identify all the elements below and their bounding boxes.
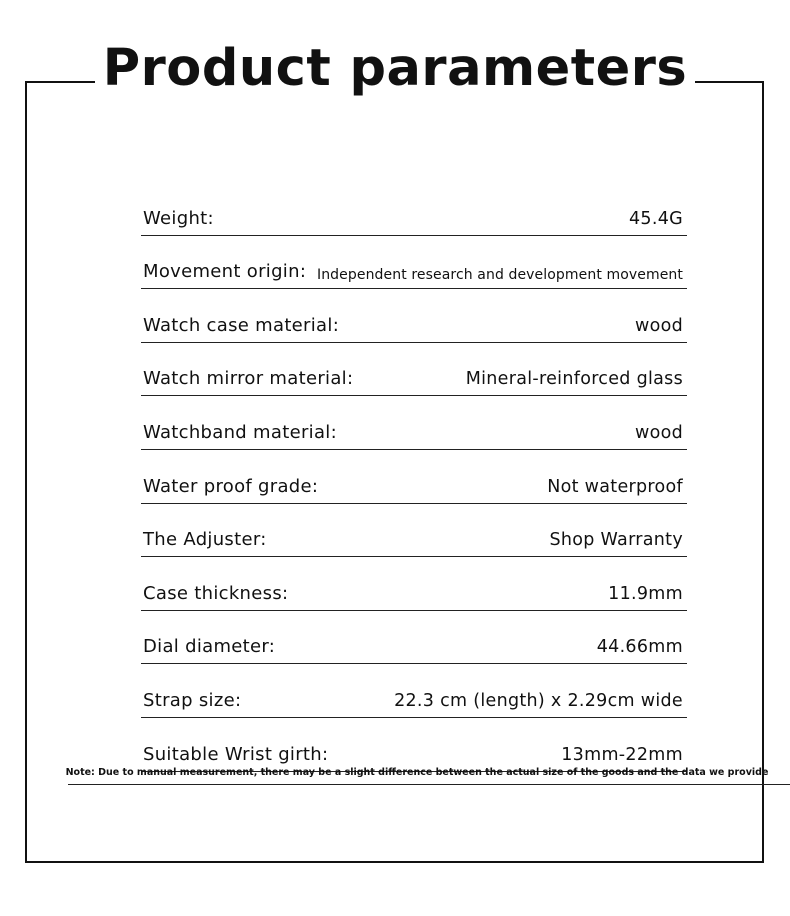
param-label: The Adjuster: xyxy=(143,529,267,551)
param-row-watchband-material xyxy=(141,396,687,450)
param-row-weight xyxy=(141,182,687,236)
title-wrap xyxy=(0,38,790,100)
param-value: 11.9mm xyxy=(608,583,683,604)
param-row-movement-origin xyxy=(141,236,687,290)
param-row-case-material xyxy=(141,289,687,343)
param-value: 44.66mm xyxy=(596,637,683,658)
param-label: Watch case material: xyxy=(143,314,340,336)
param-row-strap-size xyxy=(141,664,687,718)
param-label: Dial diameter: xyxy=(143,636,276,658)
param-label: Watchband material: xyxy=(143,421,337,443)
param-label: Watch mirror material: xyxy=(143,368,354,390)
param-label: Weight: xyxy=(143,207,214,229)
param-value: 45.4G xyxy=(628,208,683,229)
param-label: Water proof grade: xyxy=(143,475,319,497)
param-label: Strap size: xyxy=(143,689,242,711)
param-label: Suitable Wrist girth: xyxy=(143,743,329,765)
param-value: wood xyxy=(634,422,683,443)
param-row-dial-diameter xyxy=(141,611,687,665)
measurement-note: Note: Due to manual measurement, there may be a slight difference between the actual size of the goods and the data we provide xyxy=(65,767,769,778)
page-title: Product parameters xyxy=(95,38,695,100)
param-value: Independent research and development movement xyxy=(316,267,683,284)
param-value: Shop Warranty xyxy=(549,530,683,551)
parameters-table xyxy=(141,182,687,772)
param-value: 22.3 cm (length) x 2.29cm wide xyxy=(394,690,683,711)
param-label: Case thickness: xyxy=(143,582,289,604)
param-row-mirror-material xyxy=(141,343,687,397)
param-row-waterproof-grade xyxy=(141,450,687,504)
param-label: Movement origin: xyxy=(143,261,307,283)
note-underline xyxy=(68,784,790,785)
param-row-wrist-girth xyxy=(141,718,687,772)
param-row-adjuster xyxy=(141,504,687,558)
param-value: 13mm-22mm xyxy=(561,744,683,765)
param-row-case-thickness xyxy=(141,557,687,611)
param-value: Not waterproof xyxy=(547,476,683,497)
param-value: Mineral-reinforced glass xyxy=(465,369,683,390)
param-value: wood xyxy=(634,315,683,336)
